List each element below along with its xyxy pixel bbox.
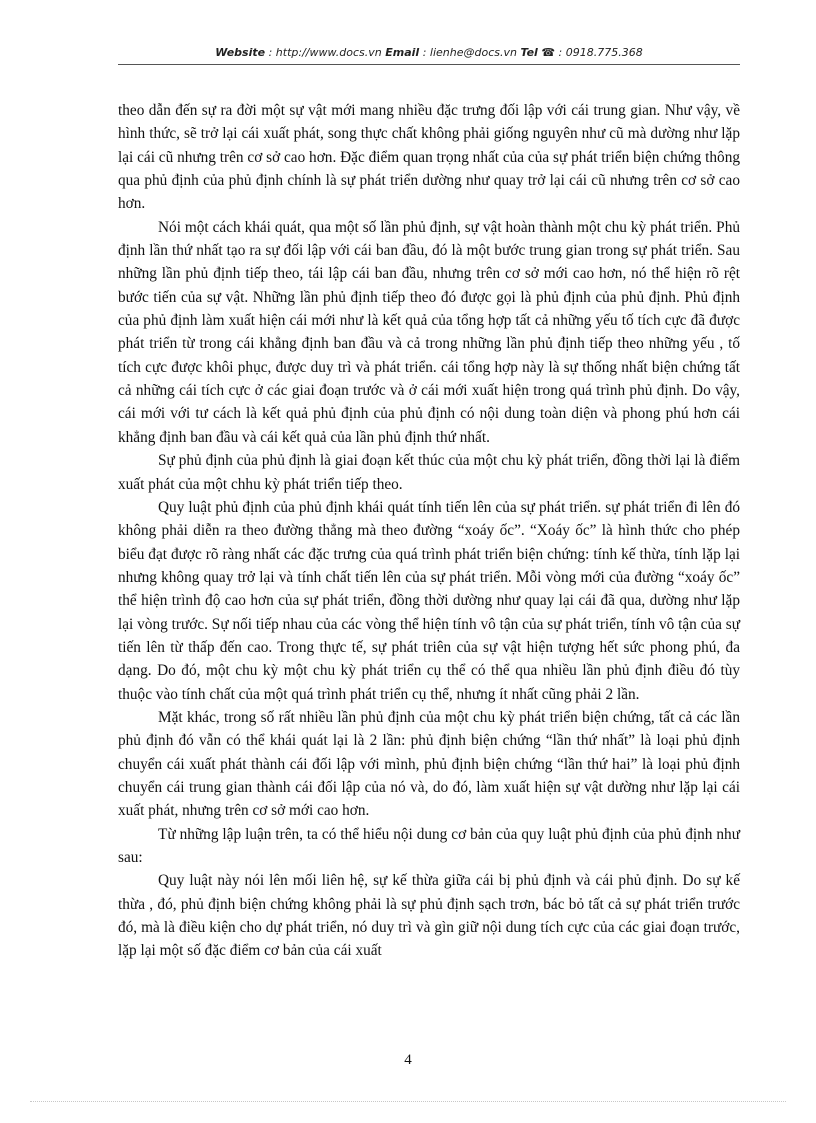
header-divider (118, 64, 740, 65)
paragraph-5: Mặt khác, trong số rất nhiều lần phủ định của một chu kỳ phát triển biện chứng, tất cả các lần phủ định đó vẫn có thể khái quát lại là 2 lần: phủ định biện chứng “lần thứ nhất” là loại phủ định chuyển cái xuất phát thành cái đối lập với mình, phủ định biện chứng “lần thứ hai” là loại phủ định chuyển cái trung gian thành cái đối lập của nó và, do đó, làm xuất hiện sự vật dường như lặp lại cái xuất phát, nhưng trên cơ sở mới cao hơn. (118, 708, 740, 820)
page-header (118, 46, 740, 59)
page-number: 4 (404, 1052, 412, 1068)
website-value: : http://www.docs.vn (265, 46, 386, 59)
tel-value: : 0918.775.368 (555, 46, 643, 59)
tel-label: Tel (520, 46, 538, 59)
email-label: Email (385, 46, 420, 59)
paragraph-6: Từ những lập luận trên, ta có thể hiểu nội dung cơ bản của quy luật phủ định của phủ định như sau: (118, 825, 740, 866)
paragraph-3: Sự phủ định của phủ định là giai đoạn kết thúc của một chu kỳ phát triển, đồng thời lại là điểm xuất phát của một chhu kỳ phát triển tiếp theo. (118, 452, 740, 493)
paragraph-4: Quy luật phủ định của phủ định khái quát tính tiến lên của sự phát triển. sự phát triển đi lên đó không phải diễn ra theo đường thẳng mà theo đường “xoáy ốc”. “Xoáy ốc” là hình thức cho phép biểu đạt được rõ ràng nhất các đặc trưng của quá trình phát triển biện chứng: tính kế thừa, tính lặp lại nhưng không quay trở lại và tính chất tiến lên của sự phát triển. Mỗi vòng mới của đường “xoáy ốc” thể hiện trình độ cao hơn của sự phát triển, đồng thời dường như quay lại cái đã qua, dường như lặp lại vòng trước. Sự nối tiếp nhau của các vòng thể hiện tính vô tận của sự phát triển, tính vô tận của sự tiến lên từ thấp đến cao. Trong thực tế, sự phát triên của sự vật hiện tượng hết sức phong phú, đa dạng. Do đó, một chu kỳ một chu kỳ phát triển cụ thể có thể qua nhiều lần phủ định điều đó tùy thuộc vào tính chất của một quá trình phát triển cụ thể, nhưng ít nhất cũng phải 2 lần. (118, 498, 740, 703)
website-label: Website (215, 46, 266, 59)
document-body (118, 99, 740, 963)
paragraph-1: theo dẫn đến sự ra đời một sự vật mới mang nhiều đặc trưng đối lập với cái trung gian. Như vậy, về hình thức, sẽ trở lại cái xuất phát, song thực chất không phải giống nguyên như cũ mà dường như lặp lại cái cũ nhưng trên cơ sở cao hơn. Đặc điểm quan trọng nhất của của sự phát triển biện chứng thông qua phủ định của phủ định chính là sự phát triển dường như quay trở lại cái cũ nhưng trên cơ sở cao hơn. (118, 102, 740, 213)
phone-icon: ☎ (541, 46, 556, 59)
paragraph-2: Nói một cách khái quát, qua một số lần phủ định, sự vật hoàn thành một chu kỳ phát triển. Phủ định lần thứ nhất tạo ra sự đối lập với cái ban đầu, đó là một bước trung gian trong sự phát triển. Sau những lần phủ định tiếp theo, tái lập cái ban đầu, nhưng trên cơ sở mới cao hơn, nó thể hiện rõ rệt bước tiến của sự vật. Những lần phủ định tiếp theo đó được gọi là phủ định của phủ định. Phủ định của phủ định làm xuất hiện cái mới như là kết quả của tổng hợp tất cả những yếu tố tích cực đã được phát triển từ trong cái khẳng định ban đầu và cả trong những lần phủ định tiếp theo những yếu , tố tích cực được khôi phục, được duy trì và phát triển. cái tổng hợp này là sự thống nhất biện chứng tất cả những cái tích cực ở các giai đoạn trước và ở cái mới xuất hiện trong quá trình phủ định. Do vậy, cái mới với tư cách là kết quả phủ định của phủ định có nội dung toàn diện và phong phú hơn cái khẳng định ban đầu và cái kết quả của lần phủ định thứ nhất. (118, 218, 740, 446)
footer-divider (30, 1101, 786, 1102)
email-value: : lienhe@docs.vn (419, 46, 521, 59)
paragraph-7: Quy luật này nói lên mối liên hệ, sự kế thừa giữa cái bị phủ định và cái phủ định. Do sự kế thừa , đó, phủ định biện chứng không phải là sự phủ định sạch trơn, bác bỏ tất cả sự phát triển trước đó, mà là điều kiện cho dự phát triển, nó duy trì và gìn giữ nội dung tích cực của các giai đoạn trước, lặp lại một số đặc điểm cơ bản của cái xuất (118, 872, 740, 960)
